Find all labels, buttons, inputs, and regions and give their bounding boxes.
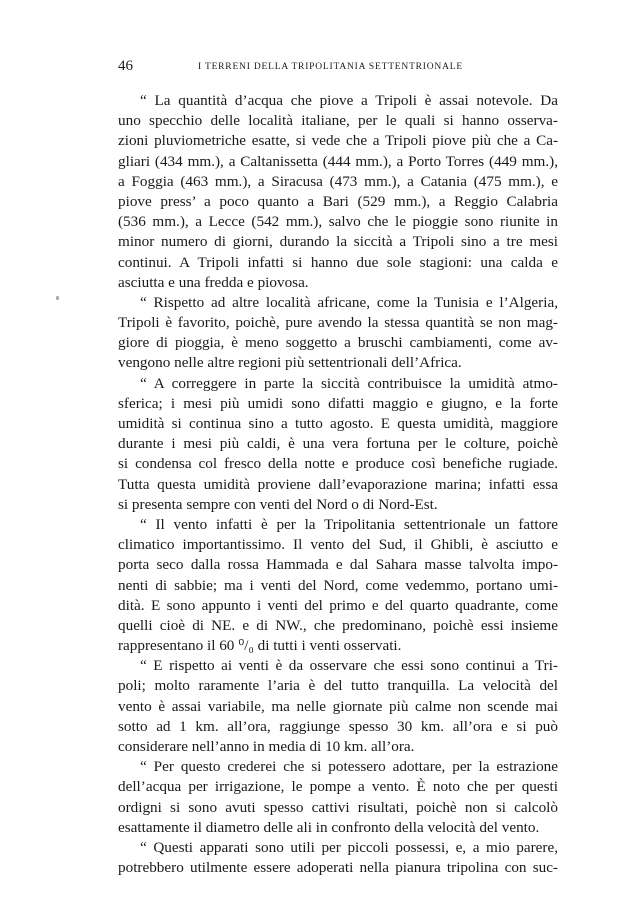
text-line: climatico importantissimo. Il vento del Sud, il Ghibli, è asciutto e [118,536,558,554]
text-line: rappresentano il 60 ⁰/₀ di tutti i venti osservati. [118,637,402,655]
text-line: potrebbero utilmente essere adoperati nella pianura tripolina con suc- [118,859,558,877]
text-line: sferica; i mesi più umidi sono difatti maggio e giugno, e la forte [118,394,558,412]
text-line: continui. A Tripoli infatti si hanno due sole stagioni: una calda e [118,253,558,271]
paragraph-wind-speed [118,656,558,757]
text-line: asciutta e una fredda e piovosa. [118,273,309,291]
text-line: (536 mm.), a Lecce (542 mm.), salvo che le pioggie sono riunite in [118,213,558,231]
text-line: nenti di sabbie; ma i venti del Nord, come vedemmo, portano umi- [118,576,558,594]
text-line: considerare nell’anno in media di 10 km. all’ora. [118,738,415,755]
paragraph-humidity [118,374,558,515]
text-line: giore di pioggia, è meno soggetto a bruschi cambiamenti, come av- [118,334,558,352]
stray-ink-mark [56,296,59,300]
paragraph-wind [118,515,558,656]
text-line: sotto ad 1 km. all’ora, raggiunge spesso 30 km. all’ora e si può [118,717,558,735]
text-line: Tripoli è favorito, poichè, pure avendo la stessa quantità se non mag- [118,314,558,332]
paragraph-wind-pumps [118,757,558,838]
text-line: “ Rispetto ad altre località africane, come la Tunisia e l’Algeria, [140,293,558,311]
text-line: vengono nelle altre regioni più settentrionali dell’Africa. [118,354,462,372]
text-line: quelli cioè di NE. e di NW., che predominano, poichè essi insieme [118,616,558,634]
text-line: dell’acqua per irrigazione, le pompe a vento. È noto che per questi [118,778,558,796]
text-line: durante i mesi più caldi, è una vera fortuna per le colture, poichè [118,435,558,453]
running-title: I TERRENI DELLA TRIPOLITANIA SETTENTRIONALE [198,62,463,72]
text-line: si presenta sempre con venti del Nord o di Nord-Est. [118,495,438,513]
text-line: “ A correggere in parte la siccità contribuisce la umidità atmo- [140,374,558,392]
text-line: “ La quantità d’acqua che piove a Tripoli è assai notevole. Da [140,92,558,109]
text-line: porta seco dalla rossa Hammada e dal Sahara masse talvolta impo- [118,556,558,574]
text-line: si condensa col fresco della notte e produce così benefiche rugiade. [118,455,558,473]
text-line: gliari (434 mm.), a Caltanissetta (444 mm.), a Porto Torres (449 mm.), [118,152,558,170]
text-line: “ Questi apparati sono utili per piccoli possessi, e, a mio parere, [140,838,558,856]
text-line: vento è assai variabile, ma nelle giornate più calme non scende mai [118,697,558,715]
text-line: esattamente il diametro delle ali in confronto della velocità del vento. [118,818,540,836]
text-line: a Foggia (463 mm.), a Siracusa (473 mm.), a Catania (475 mm.), e [118,172,558,190]
text-line: umidità si continua sino a tutto agosto. E questa umidità, maggiore [118,415,558,432]
paragraph-rainfall [118,91,558,293]
text-line: zioni pluviometriche esatte, si vede che a Tripoli piove più che a Ca- [118,132,558,150]
text-line: poli; molto raramente l’aria è del tutto tranquilla. La velocità del [118,677,558,695]
text-line: dità. E sono appunto i venti del primo e del quarto quadrante, come [118,596,558,614]
text-line: ordigni si sono avuti spesso cattivi risultati, poichè non si calcolò [118,798,558,816]
text-line: uno specchio delle località italiane, per le quali si hanno osserva- [118,112,558,130]
page-number: 46 [118,58,133,74]
running-header [118,58,558,78]
text-line: “ E rispetto ai venti è da osservare che essi sono continui a Tri- [140,657,558,675]
paragraph-apparatus [118,838,558,878]
body-text [118,91,558,878]
text-line: piove press’ a poco quanto a Bari (529 mm.), a Reggio Calabria [118,192,558,210]
paragraph-africa [118,293,558,374]
text-line: minor numero di giorni, durando la siccità a Tripoli sino a tre mesi [118,233,558,251]
text-line: “ Il vento infatti è per la Tripolitania settentrionale un fattore [140,515,558,533]
text-line: “ Per questo crederei che si potessero adottare, per la estrazione [140,758,558,776]
text-line: Tutta questa umidità proviene dall’evaporazione marina; infatti essa [118,475,558,493]
